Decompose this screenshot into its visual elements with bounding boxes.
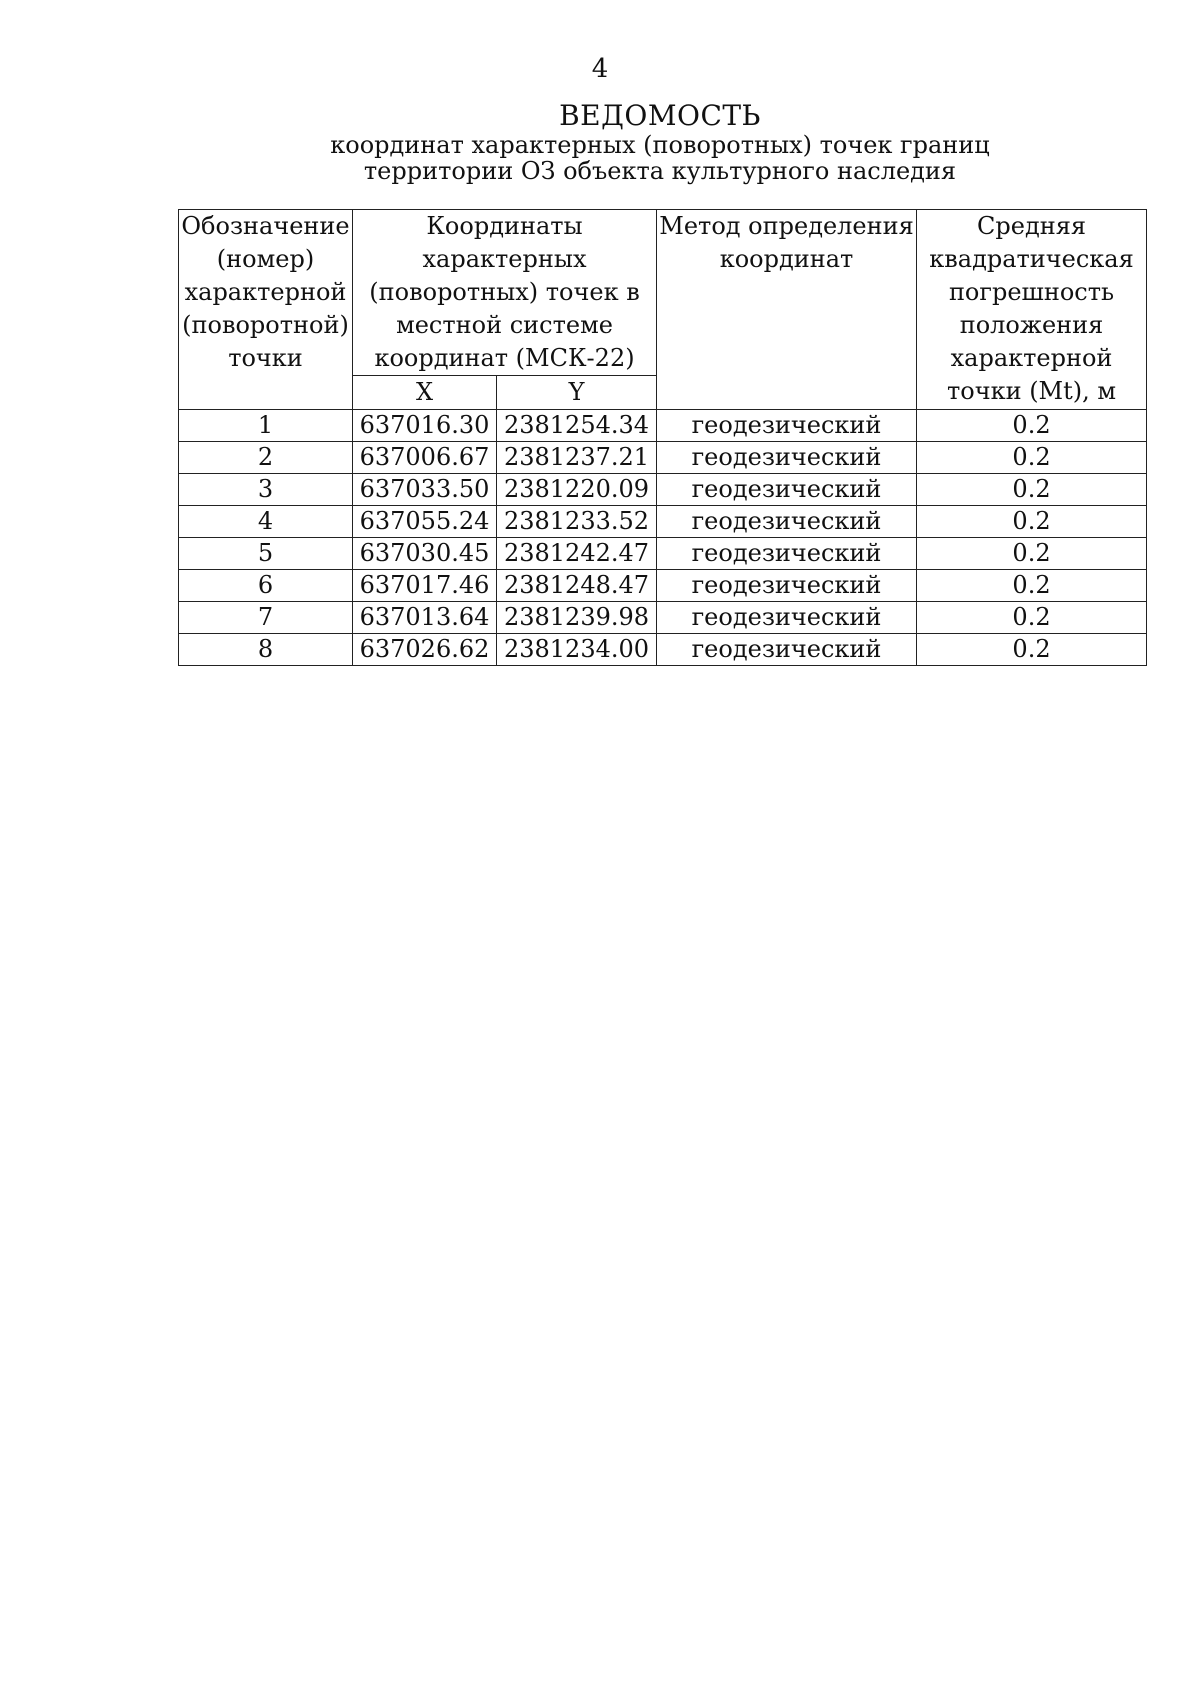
table-row — [179, 506, 1147, 538]
coordinates-table — [178, 209, 1147, 666]
cell-y: 2381248.47 — [497, 570, 657, 602]
cell-method: геодезический — [657, 570, 917, 602]
cell-x: 637006.67 — [353, 442, 497, 474]
cell-method: геодезический — [657, 410, 917, 442]
cell-error: 0.2 — [917, 442, 1147, 474]
cell-y: 2381254.34 — [497, 410, 657, 442]
document-heading — [300, 100, 1020, 184]
cell-error: 0.2 — [917, 602, 1147, 634]
header-method: Метод определения координат — [657, 210, 917, 410]
cell-y: 2381239.98 — [497, 602, 657, 634]
document-subtitle-line-2: территории ОЗ объекта культурного наследия — [363, 157, 957, 185]
cell-x: 637033.50 — [353, 474, 497, 506]
table-row — [179, 538, 1147, 570]
cell-method: геодезический — [657, 506, 917, 538]
cell-error: 0.2 — [917, 538, 1147, 570]
header-x: X — [353, 376, 497, 410]
header-coordinates: Координаты характерных (поворотных) точек в местной системе координат (МСК-22) — [353, 210, 657, 376]
table-row — [179, 634, 1147, 666]
table-header-row — [179, 210, 1147, 376]
cell-y: 2381237.21 — [497, 442, 657, 474]
document-subtitle-line-1: координат характерных (поворотных) точек границ — [330, 131, 990, 159]
cell-point: 2 — [179, 442, 353, 474]
cell-x: 637017.46 — [353, 570, 497, 602]
table-row — [179, 442, 1147, 474]
cell-x: 637026.62 — [353, 634, 497, 666]
cell-x: 637013.64 — [353, 602, 497, 634]
cell-x: 637030.45 — [353, 538, 497, 570]
header-y: Y — [497, 376, 657, 410]
cell-x: 637016.30 — [353, 410, 497, 442]
cell-error: 0.2 — [917, 506, 1147, 538]
cell-y: 2381233.52 — [497, 506, 657, 538]
cell-method: геодезический — [657, 634, 917, 666]
header-point-designation: Обозначение (номер) характерной (поворотной) точки — [179, 210, 353, 410]
cell-point: 8 — [179, 634, 353, 666]
table-row — [179, 474, 1147, 506]
cell-method: геодезический — [657, 474, 917, 506]
cell-point: 3 — [179, 474, 353, 506]
cell-error: 0.2 — [917, 410, 1147, 442]
cell-x: 637055.24 — [353, 506, 497, 538]
cell-point: 5 — [179, 538, 353, 570]
cell-method: геодезический — [657, 442, 917, 474]
cell-point: 7 — [179, 602, 353, 634]
cell-y: 2381220.09 — [497, 474, 657, 506]
cell-error: 0.2 — [917, 570, 1147, 602]
header-mean-square-error: Средняя квадратическая погрешность положения характерной точки (Mt), м — [917, 210, 1147, 410]
table-row — [179, 570, 1147, 602]
cell-y: 2381242.47 — [497, 538, 657, 570]
cell-point: 4 — [179, 506, 353, 538]
cell-method: геодезический — [657, 602, 917, 634]
table-row — [179, 410, 1147, 442]
cell-point: 1 — [179, 410, 353, 442]
cell-error: 0.2 — [917, 634, 1147, 666]
document-title: ВЕДОМОСТЬ — [559, 99, 761, 132]
page-number: 4 — [591, 54, 609, 84]
table-row — [179, 602, 1147, 634]
cell-error: 0.2 — [917, 474, 1147, 506]
cell-method: геодезический — [657, 538, 917, 570]
cell-point: 6 — [179, 570, 353, 602]
cell-y: 2381234.00 — [497, 634, 657, 666]
